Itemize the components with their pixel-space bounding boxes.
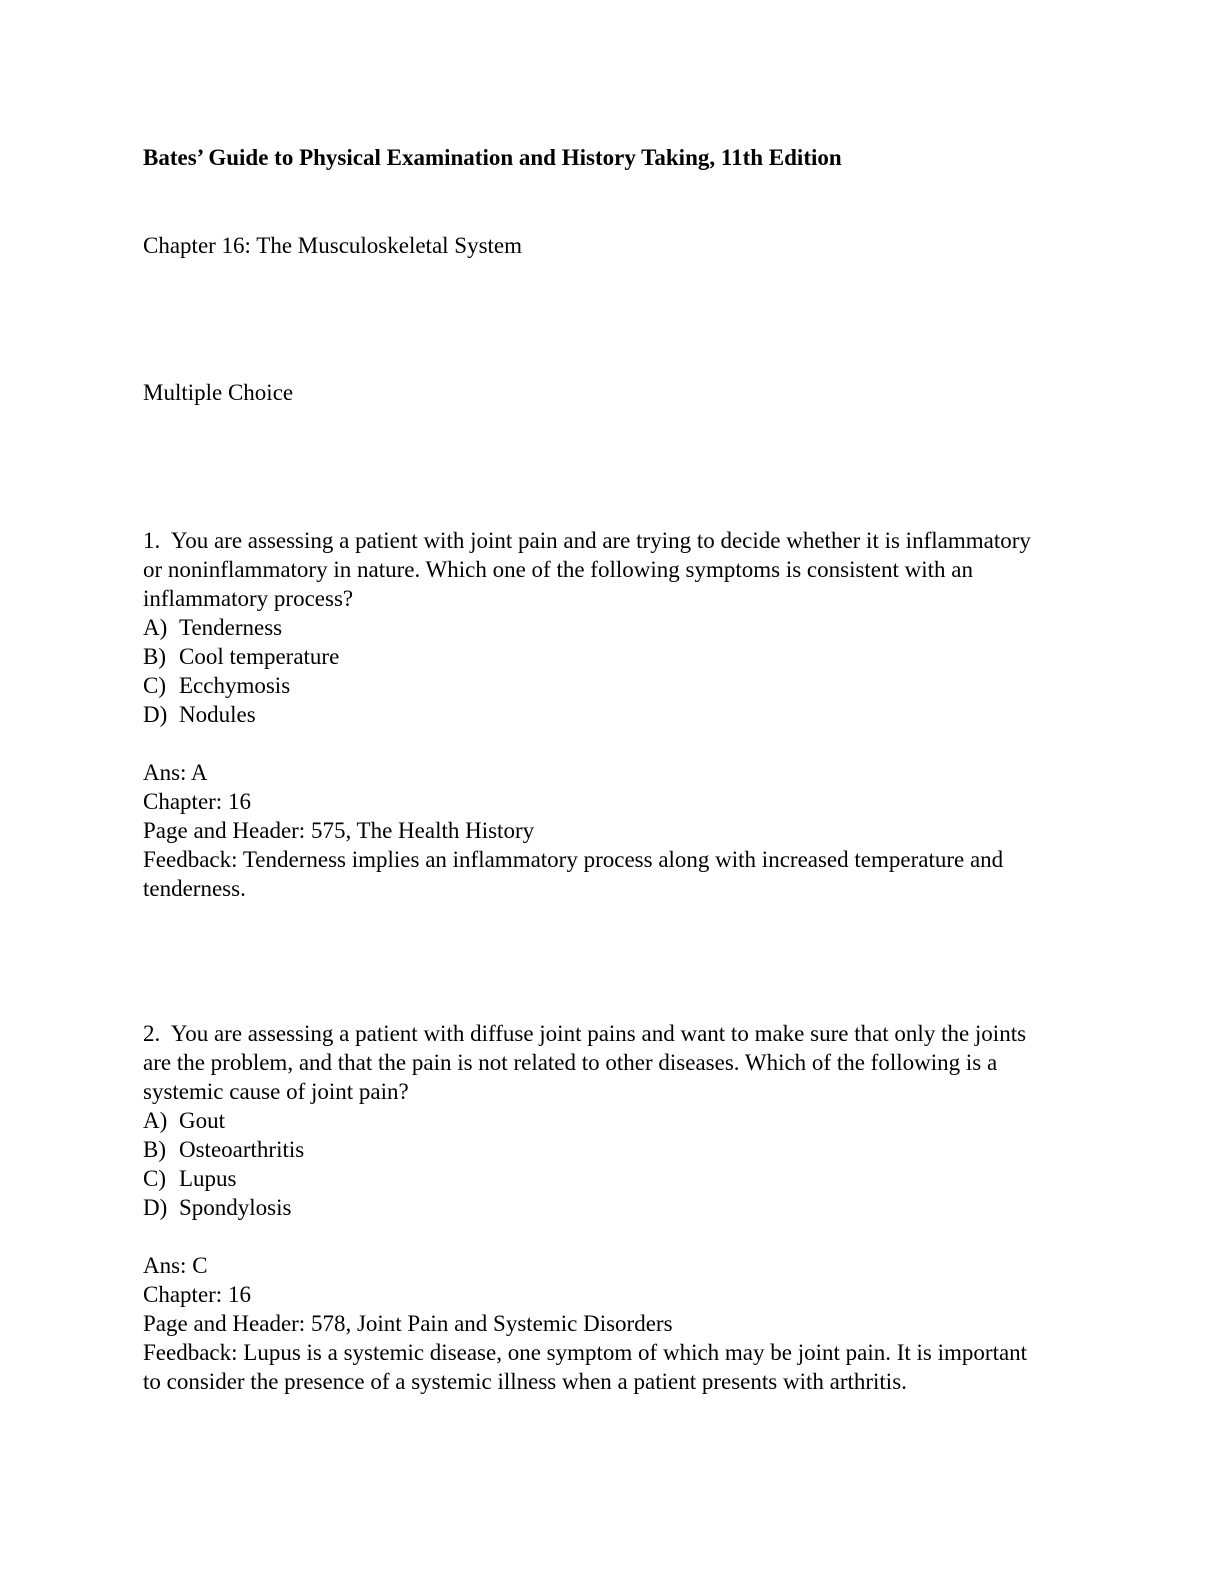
question-2-feedback-line-1: Feedback: Lupus is a systemic disease, one symptom of which may be joint pain. It is important: [143, 1340, 1028, 1365]
section-heading: Multiple Choice: [143, 380, 294, 405]
question-1-feedback-line-1: Feedback: Tenderness implies an inflammatory process along with increased temperature and: [143, 847, 1004, 872]
question-2: [143, 1019, 1083, 1396]
chapter-heading: Chapter 16: The Musculoskeletal System: [143, 233, 523, 258]
question-1-options: [143, 613, 1083, 729]
question-1-line-2: or noninflammatory in nature. Which one of the following symptoms is consistent with an: [143, 557, 973, 582]
question-2-option-a: [143, 1106, 1083, 1135]
question-1-page-header: Page and Header: 575, The Health History: [143, 818, 535, 843]
question-1-text: [143, 526, 1083, 613]
question-1-number: 1.: [143, 528, 161, 553]
option-label: D): [143, 1195, 168, 1220]
question-2-answer: Ans: C: [143, 1253, 208, 1278]
option-text: Lupus: [179, 1166, 237, 1191]
question-1-feedback-line-2: tenderness.: [143, 876, 246, 901]
question-1-option-b: [143, 642, 1083, 671]
question-2-number: 2.: [143, 1021, 161, 1046]
question-2-option-c: [143, 1164, 1083, 1193]
option-label: A): [143, 615, 168, 640]
option-text: Ecchymosis: [179, 673, 291, 698]
question-2-option-d: [143, 1193, 1083, 1222]
question-2-chapter: Chapter: 16: [143, 1282, 251, 1307]
option-text: Nodules: [179, 702, 256, 727]
question-2-line-3: systemic cause of joint pain?: [143, 1079, 409, 1104]
option-label: C): [143, 673, 166, 698]
question-2-text: [143, 1019, 1083, 1106]
document-title: Bates’ Guide to Physical Examination and History Taking, 11th Edition: [143, 145, 842, 170]
question-1-answer: Ans: A: [143, 760, 208, 785]
option-text: Gout: [179, 1108, 225, 1133]
option-text: Spondylosis: [179, 1195, 292, 1220]
question-2-option-b: [143, 1135, 1083, 1164]
question-1-option-a: [143, 613, 1083, 642]
option-label: B): [143, 1137, 166, 1162]
option-text: Tenderness: [179, 615, 283, 640]
option-text: Cool temperature: [179, 644, 340, 669]
question-2-feedback-line-2: to consider the presence of a systemic illness when a patient presents with arthritis.: [143, 1369, 907, 1394]
option-label: A): [143, 1108, 168, 1133]
question-1-chapter: Chapter: 16: [143, 789, 251, 814]
question-2-answer-block: [143, 1251, 1083, 1396]
option-label: C): [143, 1166, 166, 1191]
question-1-line-3: inflammatory process?: [143, 586, 354, 611]
question-1-line-1: You are assessing a patient with joint pain and are trying to decide whether it is inflammatory: [170, 528, 1031, 553]
question-2-options: [143, 1106, 1083, 1222]
question-1-option-d: [143, 700, 1083, 729]
option-label: B): [143, 644, 166, 669]
option-text: Osteoarthritis: [179, 1137, 305, 1162]
question-1: [143, 526, 1083, 903]
question-2-line-2: are the problem, and that the pain is not related to other diseases. Which of the following is a: [143, 1050, 998, 1075]
question-1-option-c: [143, 671, 1083, 700]
question-1-answer-block: [143, 758, 1083, 903]
option-label: D): [143, 702, 168, 727]
question-2-page-header: Page and Header: 578, Joint Pain and Systemic Disorders: [143, 1311, 673, 1336]
question-2-line-1: You are assessing a patient with diffuse joint pains and want to make sure that only the joints: [170, 1021, 1027, 1046]
